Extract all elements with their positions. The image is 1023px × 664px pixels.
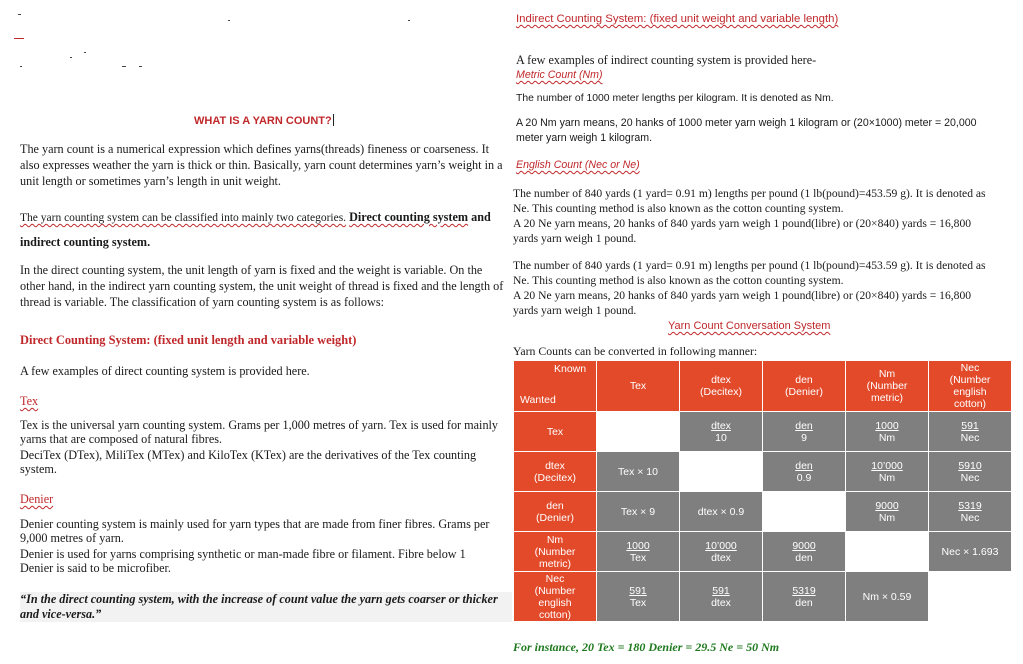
conversion-cell: 591 Tex — [597, 572, 680, 622]
direct-examples-intro: A few examples of direct counting system is provided here. — [20, 364, 310, 378]
empty-cell — [597, 412, 680, 452]
conversion-cell: 10’000 Nm — [846, 452, 929, 492]
conversion-intro: Yarn Counts can be converted in following manner: — [513, 344, 758, 358]
conversion-cell: den 9 — [763, 412, 846, 452]
conversion-cell: 1000 Nm — [846, 412, 929, 452]
scan-artifact — [122, 66, 126, 67]
conversion-cell: dtex 10 — [680, 412, 763, 452]
scan-artifact — [20, 66, 22, 67]
empty-cell — [763, 492, 846, 532]
intro-paragraph: The yarn count is a numerical expression which defines yarns(threads) fineness or coarseness. It also expresses weather the yarn is thick or thin. Basically, yarn count determines yarn’s weight in a unit length or sometimes yarn’s length in unit weight. — [20, 142, 503, 188]
col-header: den (Denier) — [763, 361, 846, 412]
conversion-cell: 591 Nec — [929, 412, 1012, 452]
question-title: WHAT IS A YARN COUNT? — [194, 115, 332, 127]
table-row — [514, 572, 1012, 622]
conversion-table — [513, 360, 1012, 622]
metric-example: A 20 Nm yarn means, 20 hanks of 1000 meter yarn weigh 1 kilogram or (20×1000) meter = 20,000 meter yarn weigh 1 kilogram. — [516, 117, 977, 144]
conversion-cell: dtex × 0.9 — [680, 492, 763, 532]
tex-text-2: DeciTex (DTex), MiliTex (MTex) and KiloTex (KTex) are the derivatives of the Tex counting system. — [20, 448, 477, 476]
indirect-system-term: and indirect counting system. — [20, 210, 491, 249]
classification-text: The yarn counting system can be classified into mainly two categories. — [20, 212, 347, 224]
empty-cell — [846, 532, 929, 572]
row-header: Nm (Number metric) — [514, 532, 597, 572]
conversion-cell: 1000 Tex — [597, 532, 680, 572]
empty-cell — [680, 452, 763, 492]
metric-heading: Metric Count (Nm) — [516, 69, 603, 81]
conversion-cell: 5319 den — [763, 572, 846, 622]
corner-wanted-label: Wanted — [520, 394, 556, 406]
conversion-cell: 10’000 dtex — [680, 532, 763, 572]
table-row — [514, 412, 1012, 452]
english-heading: English Count (Nec or Ne) — [516, 159, 640, 171]
col-header: dtex (Decitex) — [680, 361, 763, 412]
scan-artifact — [228, 20, 230, 21]
english-example-a: A 20 Ne yarn means, 20 hanks of 840 yards yarn weigh 1 pound(libre) or (20×840) yards = 16,800 yards yarn weigh 1 pound. — [513, 217, 972, 245]
col-header: Tex — [597, 361, 680, 412]
conversion-cell: Nec × 1.693 — [929, 532, 1012, 572]
conversion-cell: Tex × 10 — [597, 452, 680, 492]
table-row — [514, 532, 1012, 572]
english-text-b: The number of 840 yards (1 yard= 0.91 m) lengths per pound (1 lb(pound)=453.59 g). It is denoted as Ne. This counting method is also known as the cotton counting system. — [513, 259, 986, 287]
scan-artifact — [18, 14, 21, 15]
col-header: Nec (Number english cotton) — [929, 361, 1012, 412]
conversion-cell: Nm × 0.59 — [846, 572, 929, 622]
explanation-paragraph: In the direct counting system, the unit length of yarn is fixed and the weight is variable. On the other hand, in the indirect yarn counting system, the unit weight of thread is fixed and the length of thread is variable. The classification of yarn counting system is as follows: — [20, 263, 504, 309]
table-row — [514, 492, 1012, 532]
direct-system-term: Direct counting system — [349, 210, 469, 224]
conversion-cell: Tex × 9 — [597, 492, 680, 532]
denier-text-2: Denier is used for yarns comprising synthetic or man-made fibre or filament. Fibre below 1 Denier is said to be microfiber. — [20, 547, 466, 575]
english-text-a: The number of 840 yards (1 yard= 0.91 m) lengths per pound (1 lb(pound)=453.59 g). It is denoted as Ne. This counting method is also known as the cotton counting system. — [513, 187, 986, 215]
scan-artifact — [408, 20, 410, 21]
conversion-cell: 9000 den — [763, 532, 846, 572]
table-row — [514, 452, 1012, 492]
row-header: den (Denier) — [514, 492, 597, 532]
conversion-cell: 9000 Nm — [846, 492, 929, 532]
table-corner — [514, 361, 597, 412]
quote-block: “In the direct counting system, with the increase of count value the yarn gets coarser or thicker and vice-versa.” — [20, 592, 512, 622]
classification-sentence — [20, 205, 512, 254]
row-header: Tex — [514, 412, 597, 452]
english-example-b: A 20 Ne yarn means, 20 hanks of 840 yards yarn weigh 1 pound(libre) or (20×840) yards = 16,800 yards yarn weigh 1 pound. — [513, 289, 972, 317]
scan-artifact — [14, 38, 24, 39]
row-header: dtex (Decitex) — [514, 452, 597, 492]
row-header: Nec (Number english cotton) — [514, 572, 597, 622]
scan-artifact — [70, 57, 72, 58]
conversion-cell: 5319 Nec — [929, 492, 1012, 532]
tex-text-1: Tex is the universal yarn counting system. Grams per 1,000 metres of yarn. Tex is used for mainly yarns that are composed of natural fibres. — [20, 418, 499, 446]
metric-text: The number of 1000 meter lengths per kilogram. It is denoted as Nm. — [516, 93, 834, 104]
scan-artifact — [84, 52, 86, 53]
tex-heading: Tex — [20, 394, 39, 408]
conversion-cell: den 0.9 — [763, 452, 846, 492]
col-header: Nm (Number metric) — [846, 361, 929, 412]
conversion-heading: Yarn Count Conversation System — [668, 320, 831, 332]
indirect-examples-intro: A few examples of indirect counting system is provided here- — [516, 53, 817, 67]
direct-heading: Direct Counting System: (fixed unit length and variable weight) — [20, 333, 357, 347]
empty-cell — [929, 572, 1012, 622]
conversion-cell: 5910 Nec — [929, 452, 1012, 492]
corner-known-label: Known — [554, 363, 587, 375]
denier-text-1: Denier counting system is mainly used for yarn types that are made from finer fibres. Grams per 9,000 metres of yarn. — [20, 517, 490, 545]
scan-artifact — [139, 66, 142, 67]
conversion-cell: 591 dtex — [680, 572, 763, 622]
denier-heading: Denier — [20, 492, 54, 506]
footer-example: For instance, 20 Tex = 180 Denier = 29.5 Ne = 50 Nm — [513, 640, 780, 654]
indirect-heading: Indirect Counting System: (fixed unit weight and variable length) — [516, 13, 839, 25]
